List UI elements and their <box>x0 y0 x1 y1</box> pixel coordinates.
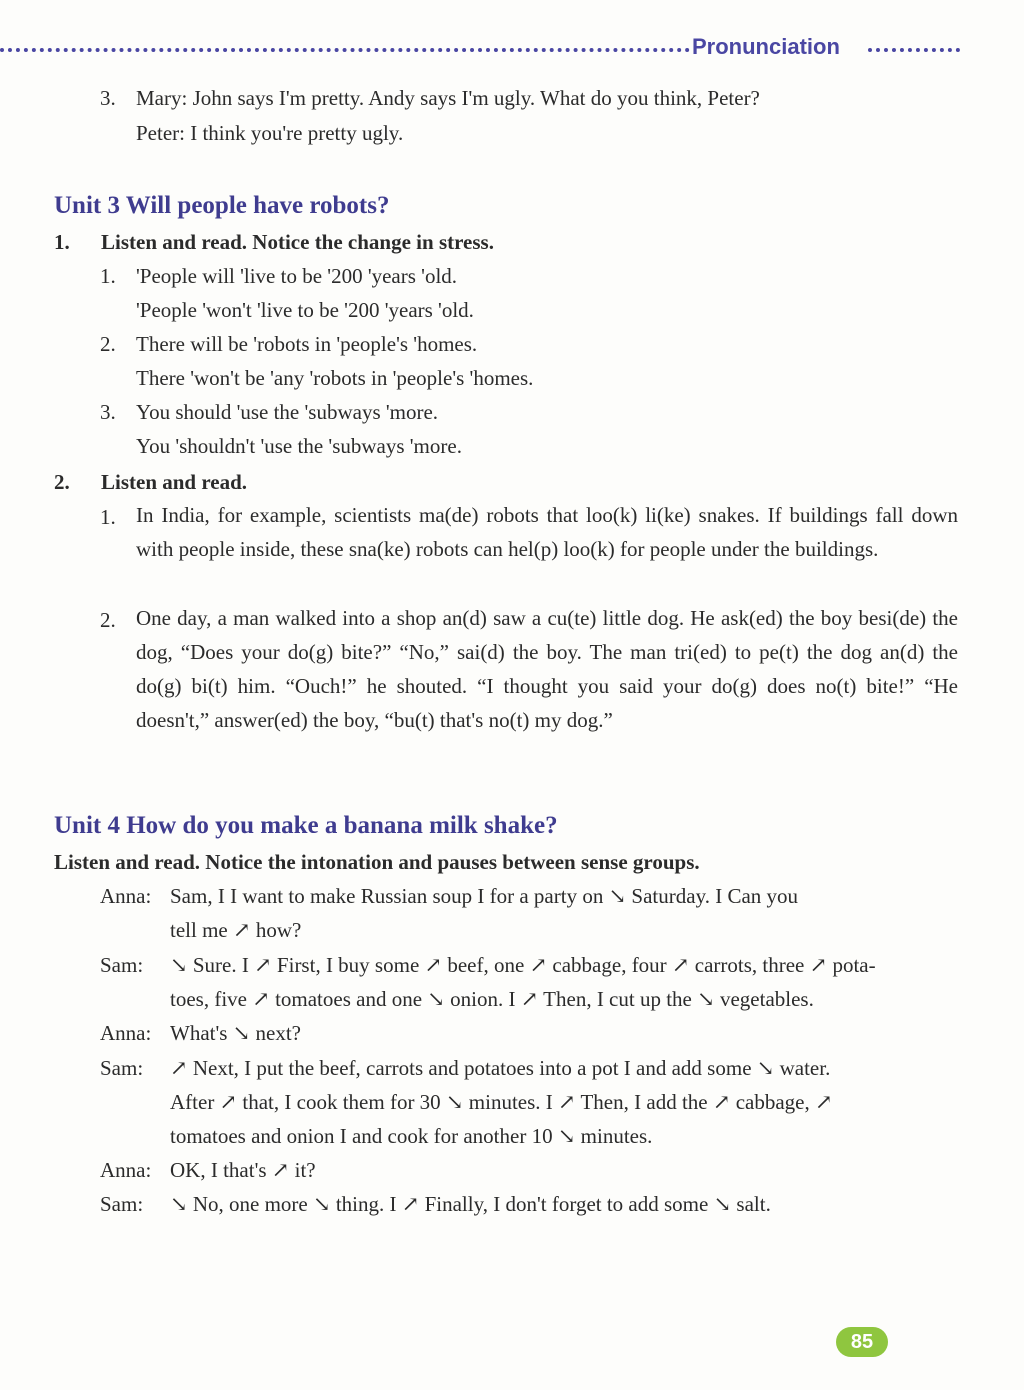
page-number-badge: 85 <box>836 1327 888 1357</box>
speaker-label: Anna: <box>100 1158 152 1182</box>
dialogue-line: OK, I that's ↗ it? <box>170 1158 316 1182</box>
header-dotted-rule <box>0 48 690 52</box>
dialogue-line: ↘ Sure. I ↗ First, I buy some ↗ beef, one ↗ cabbage, four ↗ carrots, three ↗ pota- <box>170 953 876 977</box>
stress-sentence: You should 'use the 'subways 'more. <box>136 400 439 424</box>
task-instruction: Listen and read. <box>101 470 248 494</box>
dialogue-line: After ↗ that, I cook them for 30 ↘ minutes. I ↗ Then, I add the ↗ cabbage, ↗ <box>170 1090 833 1114</box>
task-number: 2. <box>54 470 70 494</box>
speaker-label: Sam: <box>100 1056 144 1080</box>
task-number: 1. <box>54 230 70 254</box>
item-number: 3. <box>100 400 116 424</box>
header-dotted-rule-end <box>868 48 960 52</box>
dialogue-line: tell me ↗ how? <box>170 918 302 942</box>
item-number: 1. <box>100 264 116 288</box>
stress-sentence: You 'shouldn't 'use the 'subways 'more. <box>136 434 462 458</box>
stress-sentence: 'People 'won't 'live to be '200 'years 'old. <box>136 298 474 322</box>
unit-4-title: Unit 4 How do you make a banana milk shake? <box>54 812 558 839</box>
task-instruction: Listen and read. Notice the change in stress. <box>101 230 494 254</box>
reading-paragraph: One day, a man walked into a shop an(d) saw a cu(te) little dog. He ask(ed) the boy besi(de) the dog, “Does your do(g) bite?” “No,” sai(d) the boy. The man tri(ed) to pe(t) the dog an(d) the do(g) bi(t) him. “Ouch!” he shouted. “I thought you said your do(g) does no(t) bite!” “He doesn't,” answer(ed) the boy, “bu(t) that's no(t) my dog.” <box>136 606 958 732</box>
unit-3-title: Unit 3 Will people have robots? <box>54 192 390 219</box>
dialogue-line: tomatoes and onion I and cook for another 10 ↘ minutes. <box>170 1124 653 1148</box>
dialogue-line: ↗ Next, I put the beef, carrots and potatoes into a pot I and add some ↘ water. <box>170 1056 831 1080</box>
speaker-label: Sam: <box>100 1192 144 1216</box>
stress-sentence: There will be 'robots in 'people's 'homes. <box>136 332 478 356</box>
stress-sentence: 'People will 'live to be '200 'years 'old. <box>136 264 458 288</box>
item-number: 2. <box>100 332 116 356</box>
item-number: 2. <box>100 608 116 632</box>
dialogue-line: ↘ No, one more ↘ thing. I ↗ Finally, I don't forget to add some ↘ salt. <box>170 1192 771 1216</box>
reading-paragraph: In India, for example, scientists ma(de) robots that loo(k) li(ke) snakes. If buildings fall down with people inside, these sna(ke) robots can hel(p) loo(k) for people under the buildings. <box>136 503 958 561</box>
stress-sentence: There 'won't be 'any 'robots in 'people's 'homes. <box>136 366 534 390</box>
speaker-label: Anna: <box>100 1021 152 1045</box>
dialogue-line: Peter: I think you're pretty ugly. <box>136 121 404 145</box>
task-instruction: Listen and read. Notice the intonation and pauses between sense groups. <box>54 850 700 874</box>
item-number: 3. <box>100 86 116 110</box>
section-title: Pronunciation <box>692 34 840 59</box>
speaker-label: Sam: <box>100 953 144 977</box>
speaker-label: Anna: <box>100 884 152 908</box>
item-number: 1. <box>100 505 116 529</box>
dialogue-line: What's ↘ next? <box>170 1021 302 1045</box>
section-header <box>0 34 960 64</box>
dialogue-line: toes, five ↗ tomatoes and one ↘ onion. I ↗ Then, I cut up the ↘ vegetables. <box>170 987 814 1011</box>
dialogue-line: Sam, I I want to make Russian soup I for a party on ↘ Saturday. I Can you <box>170 884 799 908</box>
dialogue-line: Mary: John says I'm pretty. Andy says I'm ugly. What do you think, Peter? <box>136 86 760 110</box>
